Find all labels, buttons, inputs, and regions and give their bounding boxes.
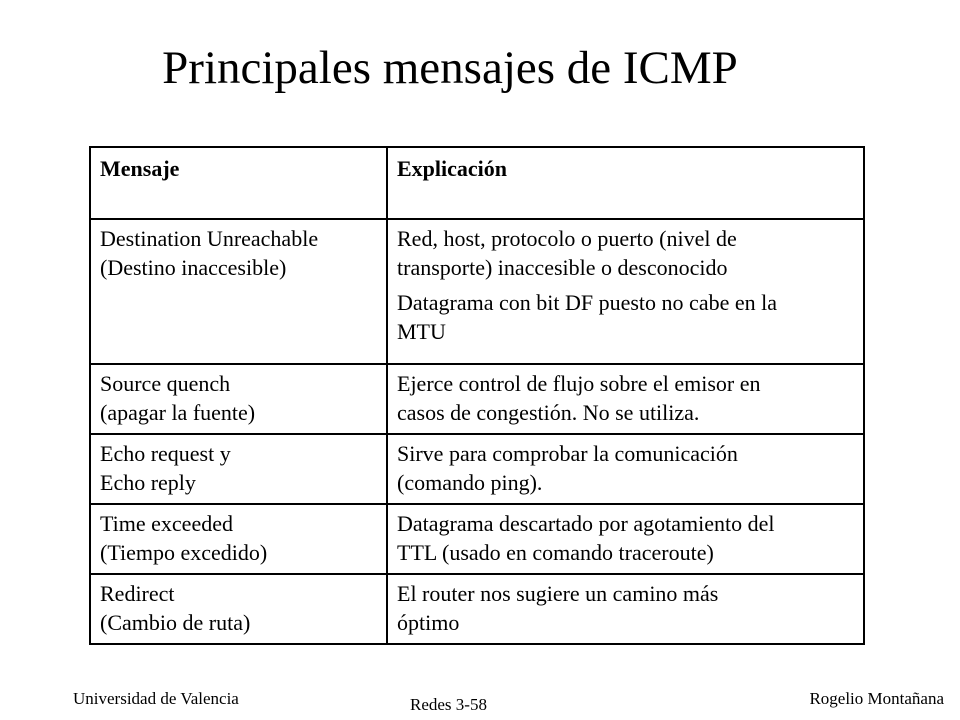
- explanation-line: TTL (usado en comando traceroute): [397, 540, 714, 565]
- explanation-cell: [387, 219, 864, 364]
- footer-slide-number: Redes 3-58: [410, 695, 487, 714]
- explanation-line: Sirve para comprobar la comunicación: [397, 441, 738, 466]
- explanation-line: (comando ping).: [397, 470, 543, 495]
- message-line: (Destino inaccesible): [100, 255, 287, 280]
- footer-author: Rogelio Montañana: [809, 689, 944, 708]
- explanation-line: óptimo: [397, 610, 460, 635]
- message-line: Echo request y: [100, 441, 231, 466]
- explanation-line: Datagrama con bit DF puesto no cabe en la: [397, 290, 777, 315]
- explanation-cell: [387, 504, 864, 574]
- message-cell: [90, 219, 387, 364]
- message-line: Echo reply: [100, 470, 196, 495]
- message-line: Time exceeded: [100, 511, 233, 536]
- message-cell: [90, 364, 387, 434]
- header-message: Mensaje: [90, 147, 387, 219]
- explanation-paragraph: [397, 224, 854, 282]
- explanation-line: MTU: [397, 319, 446, 344]
- message-line: (Cambio de ruta): [100, 610, 251, 635]
- table-row: [90, 219, 864, 364]
- explanation-line: Ejerce control de flujo sobre el emisor en: [397, 371, 761, 396]
- explanation-line: Red, host, protocolo o puerto (nivel de: [397, 226, 737, 251]
- explanation-line: Datagrama descartado por agotamiento del: [397, 511, 775, 536]
- explanation-cell: [387, 574, 864, 644]
- table-header-row: [90, 147, 864, 219]
- header-explanation: Explicación: [387, 147, 864, 219]
- icmp-messages-table: [89, 146, 865, 645]
- explanation-paragraph: [397, 369, 854, 427]
- message-line: Source quench: [100, 371, 231, 396]
- explanation-paragraph: [397, 288, 854, 346]
- explanation-paragraph: [397, 579, 854, 637]
- explanation-line: El router nos sugiere un camino más: [397, 581, 719, 606]
- table-row: [90, 434, 864, 504]
- footer-institution: Universidad de Valencia: [73, 689, 239, 708]
- explanation-line: casos de congestión. No se utiliza.: [397, 400, 700, 425]
- message-line: (Tiempo excedido): [100, 540, 268, 565]
- message-cell: [90, 434, 387, 504]
- explanation-paragraph: [397, 439, 854, 497]
- table-row: [90, 504, 864, 574]
- message-line: Redirect: [100, 581, 175, 606]
- message-cell: [90, 574, 387, 644]
- explanation-cell: [387, 434, 864, 504]
- table-row: [90, 574, 864, 644]
- table-row: [90, 364, 864, 434]
- message-cell: [90, 504, 387, 574]
- slide-title: Principales mensajes de ICMP: [162, 42, 738, 94]
- message-line: (apagar la fuente): [100, 400, 256, 425]
- explanation-cell: [387, 364, 864, 434]
- explanation-line: transporte) inaccesible o desconocido: [397, 255, 728, 280]
- explanation-paragraph: [397, 509, 854, 567]
- message-line: Destination Unreachable: [100, 226, 319, 251]
